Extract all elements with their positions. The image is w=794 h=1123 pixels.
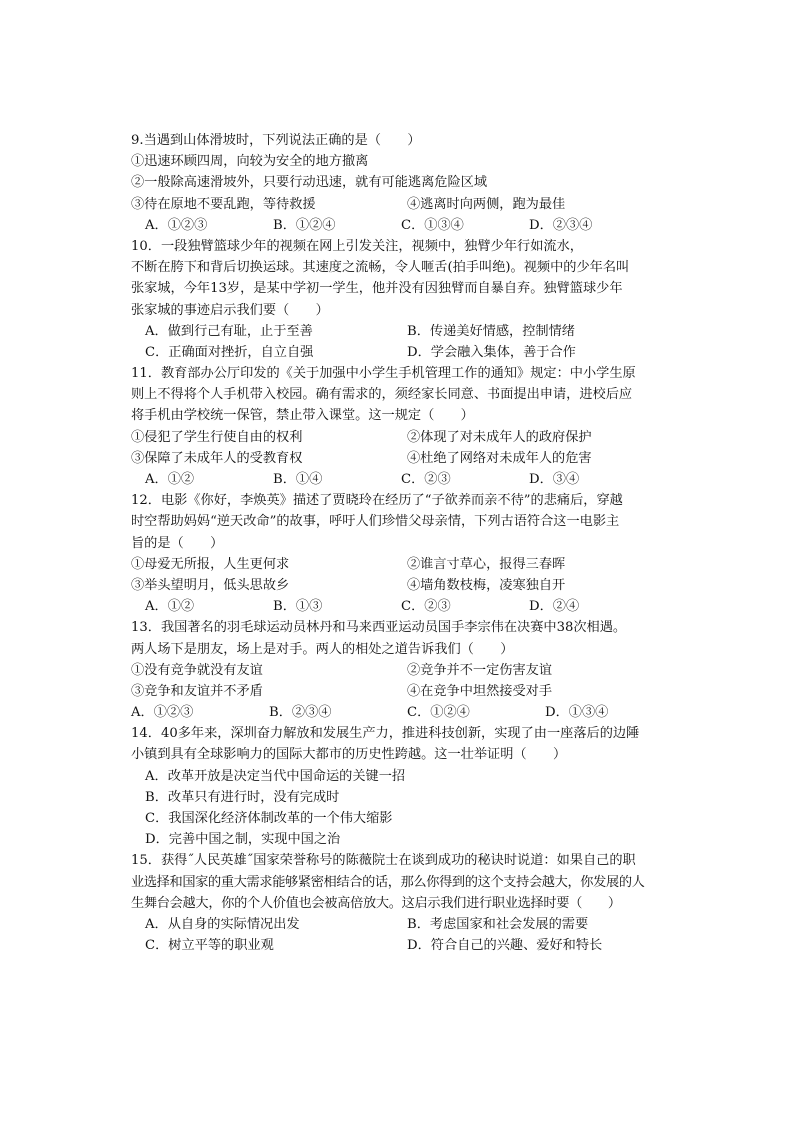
choice-b: B．改革只有进行时，没有完成时 bbox=[145, 789, 340, 805]
question-stem: 生舞台会越大，你的个人价值也会被高倍放大。这启示我们进行职业选择时要（ ） bbox=[131, 895, 621, 911]
choice-a: A．①② bbox=[145, 472, 195, 487]
question-stem: 10．一段独臂篮球少年的视频在网上引发关注，视频中，独臂少年行如流水， bbox=[131, 238, 583, 254]
question-stem: 14．40多年来，深圳奋力解放和发展生产力，推进科技创新，实现了由一座落后的边陲 bbox=[131, 726, 640, 742]
statement: ①迅速环顾四周，向较为安全的地方撤离 bbox=[131, 154, 369, 170]
statement: ②一般除高速滑坡外，只要行动迅速，就有可能逃离危险区域 bbox=[131, 175, 488, 191]
choice-d: D．①③④ bbox=[545, 705, 609, 721]
question-10 bbox=[131, 236, 661, 363]
statement-row bbox=[131, 427, 661, 448]
choice-a: A．①②③ bbox=[145, 217, 208, 233]
statement: ④杜绝了网络对未成年人的危害 bbox=[407, 450, 592, 466]
choice-d: D．学会融入集体，善于合作 bbox=[407, 344, 576, 360]
choice-c: C．②③ bbox=[401, 599, 451, 615]
choice-d: D．②④ bbox=[529, 599, 580, 615]
statement-row bbox=[131, 448, 661, 469]
choices-row bbox=[131, 914, 661, 935]
choice-c: C．①③④ bbox=[401, 217, 464, 233]
question-12 bbox=[131, 490, 661, 617]
statement-row bbox=[131, 554, 661, 575]
choice-c: C．②③ bbox=[401, 472, 451, 487]
statement: ①母爱无所报，人生更何求 bbox=[131, 556, 290, 572]
choice-d: D．③④ bbox=[529, 472, 580, 487]
choices-row bbox=[131, 596, 661, 617]
question-14 bbox=[131, 723, 661, 850]
choice-c: C．树立平等的职业观 bbox=[145, 938, 274, 954]
choice-a: A．从自身的实际情况出发 bbox=[145, 916, 300, 932]
choice-c: C．我国深化经济体制改革的一个伟大缩影 bbox=[145, 811, 393, 826]
statement: ③举头望明月，低头思故乡 bbox=[131, 577, 290, 593]
choices-row bbox=[131, 342, 661, 363]
question-13 bbox=[131, 617, 661, 723]
choice-a: A．①② bbox=[145, 599, 195, 615]
choice-b: B．①③ bbox=[273, 599, 323, 615]
question-stem: 将手机由学校统一保管，禁止带入课堂。这一规定（ ） bbox=[131, 408, 474, 424]
choice-b: B．考虑国家和社会发展的需要 bbox=[407, 916, 589, 932]
question-11 bbox=[131, 363, 661, 490]
question-stem: 15．获得˝人民英雄˝国家荣誉称号的陈薇院士在谈到成功的秘诀时说道：如果自己的职 bbox=[131, 853, 636, 869]
statement: ②竞争并不一定伤害友谊 bbox=[407, 662, 553, 678]
statement: ③待在原地不要乱跑，等待救援 bbox=[131, 196, 316, 212]
choice-b: B．①②④ bbox=[273, 217, 336, 233]
statement: ④墙角数枝梅，凌寒独自开 bbox=[407, 577, 566, 593]
choices-row bbox=[131, 215, 661, 236]
question-stem: 小镇到具有全球影响力的国际大都市的历史性跨越。这一壮举证明（ ） bbox=[131, 747, 567, 763]
statement: ④逃离时向两侧，跑为最佳 bbox=[407, 196, 566, 212]
statement-row bbox=[131, 681, 661, 702]
question-stem: 张家城，今年13岁，是某中学初一学生，他并没有因独臂而自暴自弃。独臂篮球少年 bbox=[131, 281, 623, 297]
question-15 bbox=[131, 850, 661, 956]
choices-row bbox=[131, 702, 661, 723]
statement: ②谁言寸草心，报得三春晖 bbox=[407, 556, 566, 572]
statement: ③竞争和友谊并不矛盾 bbox=[131, 683, 263, 699]
choice-b: B．传递美好情感，控制情绪 bbox=[407, 323, 575, 339]
choice-a: A．改革开放是决定当代中国命运的关键一招 bbox=[145, 768, 406, 784]
choice-b: B．②③④ bbox=[269, 705, 332, 721]
question-9 bbox=[131, 130, 661, 236]
question-stem: 业选择和国家的重大需求能够紧密相结合的话，那么你得到的这个支持会越大，你发展的人 bbox=[131, 874, 645, 890]
statement: ①侵犯了学生行使自由的权利 bbox=[131, 429, 303, 445]
choice-b: B．①④ bbox=[273, 472, 323, 487]
choice-d: D．②③④ bbox=[529, 217, 593, 233]
statement: ③保障了未成年人的受教育权 bbox=[131, 450, 303, 466]
question-stem: 时空帮助妈妈“逆天改命”的故事，呼吁人们珍惜父母亲情，下列古语符合这一电影主 bbox=[131, 514, 620, 530]
question-stem: 张家城的事迹启示我们要（ ） bbox=[131, 302, 329, 318]
choice-d: D．完善中国之制，实现中国之治 bbox=[145, 832, 341, 848]
question-stem: 两人场下是朋友，场上是对手。两人的相处之道告诉我们（ ） bbox=[131, 641, 514, 657]
choice-d: D．符合自己的兴趣、爱好和特长 bbox=[407, 938, 603, 954]
choice-c: C．正确面对挫折，自立自强 bbox=[145, 344, 314, 360]
question-stem: 不断在胯下和背后切换运球。其速度之流畅，令人咂舌(拍手叫绝)。视频中的少年名叫 bbox=[131, 260, 630, 276]
question-stem: 11．教育部办公厅印发的《关于加强中小学生手机管理工作的通知》规定：中小学生原 bbox=[131, 366, 636, 382]
question-stem: 9.当遇到山体滑坡时，下列说法正确的是（ ） bbox=[131, 133, 421, 148]
statement-row bbox=[131, 194, 661, 215]
question-stem: 旨的是（ ） bbox=[131, 535, 224, 551]
choice-c: C．①②④ bbox=[407, 705, 470, 721]
statement-row bbox=[131, 575, 661, 596]
statement: ①没有竞争就没有友谊 bbox=[131, 662, 263, 678]
choices-row bbox=[131, 321, 661, 342]
question-stem: 则上不得将个人手机带入校园。确有需求的，须经家长同意、书面提出申请，进校后应 bbox=[131, 387, 633, 403]
question-stem: 13．我国著名的羽毛球运动员林丹和马来西亚运动员国手李宗伟在决赛中38次相遇。 bbox=[131, 620, 627, 636]
choice-a: A．做到行己有耻，止于至善 bbox=[145, 323, 313, 339]
statement: ②体现了对未成年人的政府保护 bbox=[407, 429, 592, 445]
choices-row bbox=[131, 469, 661, 490]
statement-row bbox=[131, 660, 661, 681]
statement: ④在竞争中坦然接受对手 bbox=[407, 683, 553, 699]
exam-page bbox=[131, 130, 661, 956]
choice-a: A．①②③ bbox=[131, 705, 194, 721]
question-stem: 12．电影《你好，李焕英》描述了贾晓玲在经历了“子欲养而亲不待”的悲痛后，穿越 bbox=[131, 493, 623, 509]
choices-row bbox=[131, 935, 661, 956]
